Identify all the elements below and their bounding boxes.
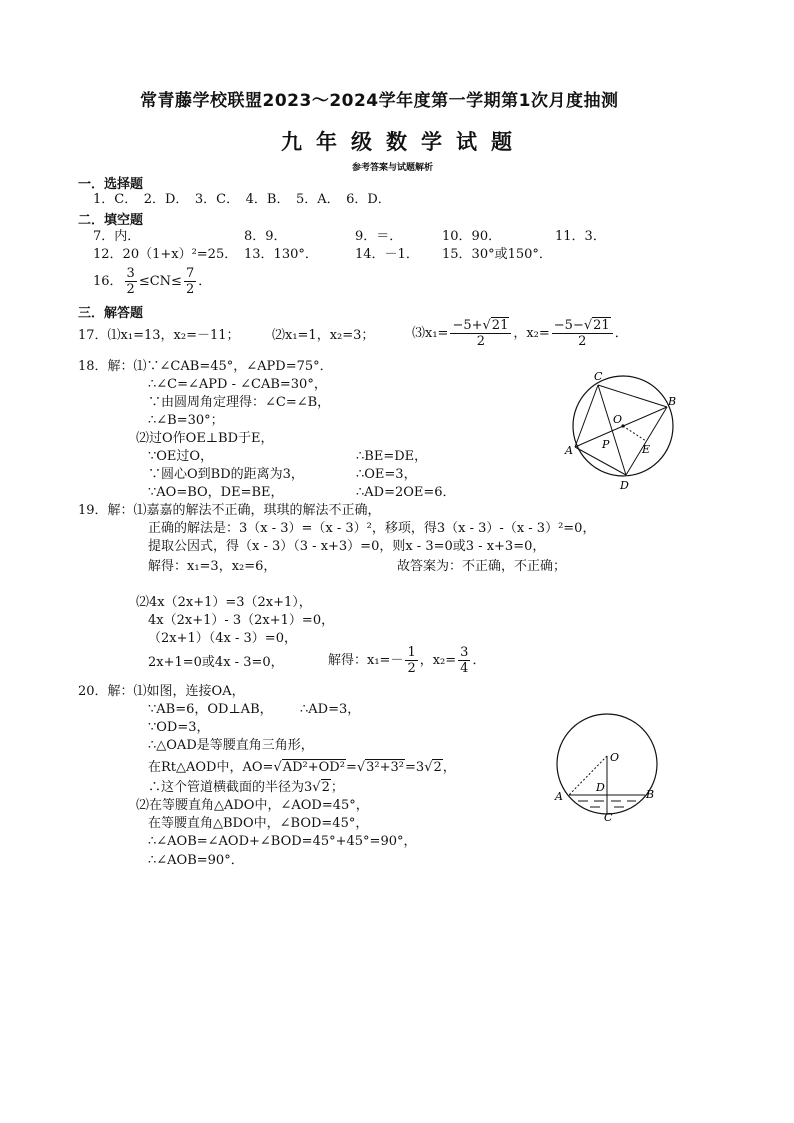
- q18-line7a: ∵圆心O到BD的距离为3，: [148, 467, 304, 482]
- label-e: E: [642, 443, 651, 456]
- q20-pipe-figure: [548, 712, 663, 824]
- label-b: B: [646, 788, 655, 801]
- label-b: B: [668, 395, 677, 408]
- section-choice: 一．选择题: [78, 177, 144, 192]
- q20-line6: ∴这个管道横截面的半径为3√2；: [148, 780, 344, 795]
- q17-part2: ⑵x₁=1，x₂=3；: [272, 328, 375, 343]
- q18-line1: 18．解：⑴∵∠CAB=45°，∠APD=75°．: [78, 359, 333, 374]
- label-c: C: [604, 811, 613, 824]
- q18-line2: ∴∠C=∠APD - ∠CAB=30°，: [148, 377, 327, 392]
- q20-line10: ∴∠AOB=90°．: [148, 853, 244, 868]
- fill-answer-10: 10．90．: [442, 229, 502, 244]
- q19-line6: 4x（2x+1）- 3（2x+1）=0，: [148, 613, 335, 628]
- q20-line2b: ∴AD=3，: [300, 702, 361, 717]
- q17-part1: 17．⑴x₁=13，x₂=－11；: [78, 328, 240, 343]
- fill-answer-9: 9．＝．: [355, 229, 403, 244]
- q18-line7b: ∴OE=3，: [356, 467, 417, 482]
- q18-line8b: ∴AD=2OE=6．: [356, 485, 456, 500]
- fill-answer-8: 8．9．: [244, 229, 287, 244]
- q20-line1: 20．解：⑴如图，连接OA，: [78, 684, 245, 699]
- fill-answer-16: 16． $\frac{3}{2}$ ≤CN≤ $\frac{7}{2}$ ．: [93, 266, 212, 297]
- fill-answer-15: 15．30°或150°．: [442, 247, 552, 262]
- answer-subtitle: 参考答案与试题解析: [352, 163, 434, 173]
- label-o: O: [613, 413, 623, 426]
- q20-line8: 在等腰直角△BDO中，∠BOD=45°，: [148, 816, 369, 831]
- exam-title: 常青藤学校联盟2023～2024学年度第一学期第1次月度抽测: [140, 91, 619, 111]
- chord-ca: [575, 385, 598, 447]
- label-a: A: [565, 444, 573, 457]
- q20-line2a: ∵AB=6，OD⊥AB，: [148, 702, 273, 717]
- q18-line4: ∴∠B=30°；: [148, 413, 224, 428]
- q18-line5: ⑵过O作OE⊥BD于E，: [136, 431, 274, 446]
- q19-line7: （2x+1）（4x - 3）=0，: [148, 631, 297, 646]
- q19-line1: 19．解：⑴嘉嘉的解法不正确，琪琪的解法不正确，: [78, 503, 381, 518]
- chord-bd: [626, 407, 667, 475]
- label-d: D: [620, 479, 629, 492]
- section-fill: 二．填空题: [78, 213, 144, 228]
- q19-line5: ⑵4x（2x+1）=3（2x+1），: [136, 595, 312, 610]
- q19-line4a: 解得：x₁=3，x₂=6，: [148, 559, 277, 574]
- q18-line8a: ∵AO=BO，DE=BE，: [148, 485, 284, 500]
- label-o: O: [610, 751, 620, 764]
- fill-answer-12: 12．20（1+x）²=25．: [93, 247, 238, 262]
- q19-line2: 正确的解法是：3（x - 3）=（x - 3）²，移项，得3（x - 3）-（x - 3）²=0，: [148, 521, 596, 536]
- q18-circle-figure: [560, 368, 685, 494]
- q19-line8b: 解得：x₁=－ $\frac{1}{2}$ ，x₂= $\frac{3}{4}$ ．: [328, 645, 486, 676]
- q18-line3: ∵由圆周角定理得：∠C=∠B，: [148, 395, 331, 410]
- q20-line5: 在Rt△AOD中，AO=√AD²+OD²=√3²+3²=3√2，: [148, 760, 456, 775]
- q17-part3: ⑶x₁= $\frac{-5+√21}{2}$ ，x₂= $\frac{-5-√21}{2}$ ．: [412, 318, 628, 349]
- fill-answer-7: 7．内．: [93, 229, 141, 244]
- label-a: A: [555, 790, 563, 803]
- q18-line6a: ∵OE过O，: [148, 449, 214, 464]
- q18-line6b: ∴BE=DE，: [356, 449, 428, 464]
- q20-line7: ⑵在等腰直角△ADO中，∠AOD=45°，: [136, 798, 369, 813]
- q19-line3: 提取公因式，得（x - 3）（3 - x+3）=0，则x - 3=0或3 - x+3=0，: [148, 539, 546, 554]
- label-c: C: [594, 370, 603, 383]
- label-p: P: [602, 438, 610, 451]
- fill-answer-11: 11．3．: [555, 229, 606, 244]
- q19-line4b: 故答案为：不正确，不正确；: [397, 559, 567, 574]
- q20-line4: ∴△OAD是等腰直角三角形，: [148, 738, 314, 753]
- q20-line3: ∵OD=3，: [148, 720, 210, 735]
- q20-line9: ∴∠AOB=∠AOD+∠BOD=45°+45°=90°，: [148, 834, 417, 849]
- fill-answer-14: 14．－1．: [355, 247, 419, 262]
- fill-answer-13: 13．130°．: [244, 247, 318, 262]
- segment-oe: [623, 426, 646, 441]
- choice-answers: 1．C． 2．D． 3．C． 4．B． 5．A． 6．D．: [93, 192, 391, 207]
- section-solve: 三．解答题: [78, 306, 144, 321]
- q19-line8a: 2x+1=0或4x - 3=0，: [148, 655, 284, 670]
- subject-title: 九年级数学试题: [281, 130, 526, 154]
- label-d: D: [596, 781, 605, 794]
